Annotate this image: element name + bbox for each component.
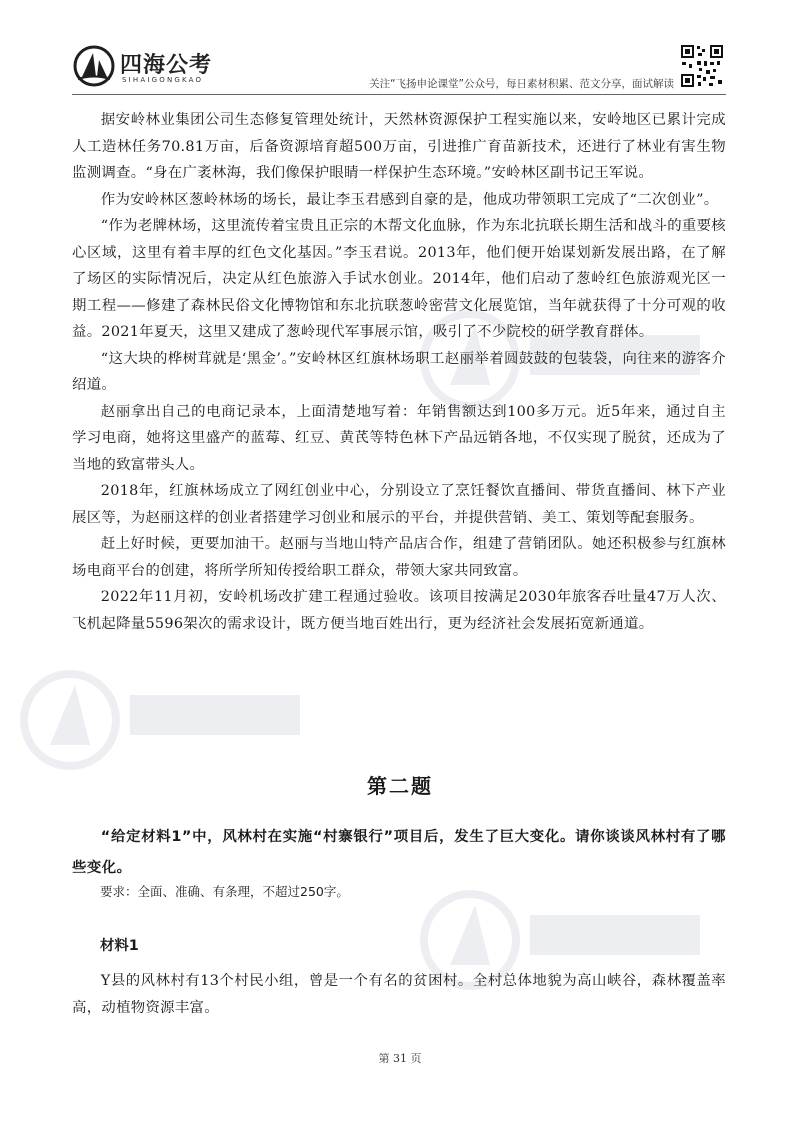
material-heading: 材料1 bbox=[100, 938, 139, 954]
article-body bbox=[72, 107, 726, 637]
page-header bbox=[0, 0, 800, 100]
brand-name-cn: 四海公考 bbox=[120, 53, 213, 78]
brand-name-en: SIHAIGONGKAO bbox=[122, 76, 204, 84]
header-tagline: 关注“飞扬申论课堂”公众号，每日素材积累、范文分享，面试解读 bbox=[369, 78, 674, 90]
paragraph: 2022年11月初，安岭机场改扩建工程通过验收。该项目按满足2030年旅客吞吐量47万人次、飞机起降量5596架次的需求设计，既方便当地百姓出行，更为经济社会发展拓宽新通道。 bbox=[72, 589, 726, 632]
logo-mark-icon bbox=[72, 44, 116, 88]
paragraph: 赵丽拿出自己的电商记录本，上面清楚地写着：年销售额达到100多万元。近5年来，通过自主学习电商，她将这里盛产的蓝莓、红豆、黄芪等特色林下产品远销各地，不仅实现了脱贫，还成为了当地的致富带头人。 bbox=[72, 403, 726, 473]
paragraph: 赶上好时候，更要加油干。赵丽与当地山特产品店合作，组建了营销团队。她还积极参与红旗林场电商平台的创建，将所学所知传授给职工群众，带领大家共同致富。 bbox=[72, 536, 726, 579]
qr-code-icon bbox=[680, 44, 724, 88]
brand-logo bbox=[72, 44, 212, 94]
question-requirement: 要求：全面、准确、有条理，不超过250字。 bbox=[100, 884, 349, 899]
paragraph: Y县的风林村有13个村民小组，曾是一个有名的贫困村。全村总体地貌为高山峡谷，森林覆盖率高，动植物资源丰富。 bbox=[72, 973, 726, 1016]
paragraph: 2018年，红旗林场成立了网红创业中心，分别设立了烹饪餐饮直播间、带货直播间、林下产业展区等，为赵丽这样的创业者搭建学习创业和展示的平台，并提供营销、美工、策划等配套服务。 bbox=[72, 483, 726, 526]
paragraph: “这大块的桦树茸就是‘黑金’。”安岭林区红旗林场职工赵丽举着圆鼓鼓的包装袋，向往来的游客介绍道。 bbox=[72, 350, 726, 393]
paragraph: 作为安岭林区葱岭林场的场长，最让李玉君感到自豪的是，他成功带领职工完成了“二次创业”。 bbox=[100, 191, 719, 208]
paragraph: 据安岭林业集团公司生态修复管理处统计，天然林资源保护工程实施以来，安岭地区已累计完成人工造林任务70.81万亩，后备资源培育超500万亩，引进推广育苗新技术，还进行了林业有害生物监测调查。“身在广袤林海，我们像保护眼睛一样保护生态环境。”安岭林区副书记王军说。 bbox=[72, 112, 726, 181]
material-body bbox=[72, 968, 726, 1021]
question-title: 第二题 bbox=[367, 774, 433, 798]
question-prompt: “给定材料1”中，风林村在实施“村寨银行”项目后，发生了巨大变化。请你谈谈风林村有了哪些变化。 bbox=[72, 829, 726, 876]
header-divider bbox=[72, 94, 726, 95]
watermark-logo-icon bbox=[20, 660, 320, 780]
paragraph: “作为老牌林场，这里流传着宝贵且正宗的木帮文化血脉，作为东北抗联长期生活和战斗的重要核心区域，这里有着丰厚的红色文化基因。”李玉君说。2013年，他们便开始谋划新发展出路，在了解了场区的实际情况后，决定从红色旅游入手试水创业。2014年，他们启动了葱岭红色旅游观光区一期工程——修建了森林民俗文化博物馆和东北抗联葱岭密营文化展览馆，当年就获得了十分可观的收益。2021年夏天，这里又建成了葱岭现代军事展示馆，吸引了不少院校的研学教育群体。 bbox=[72, 218, 726, 340]
page-number: 第 31 页 bbox=[378, 1052, 422, 1065]
